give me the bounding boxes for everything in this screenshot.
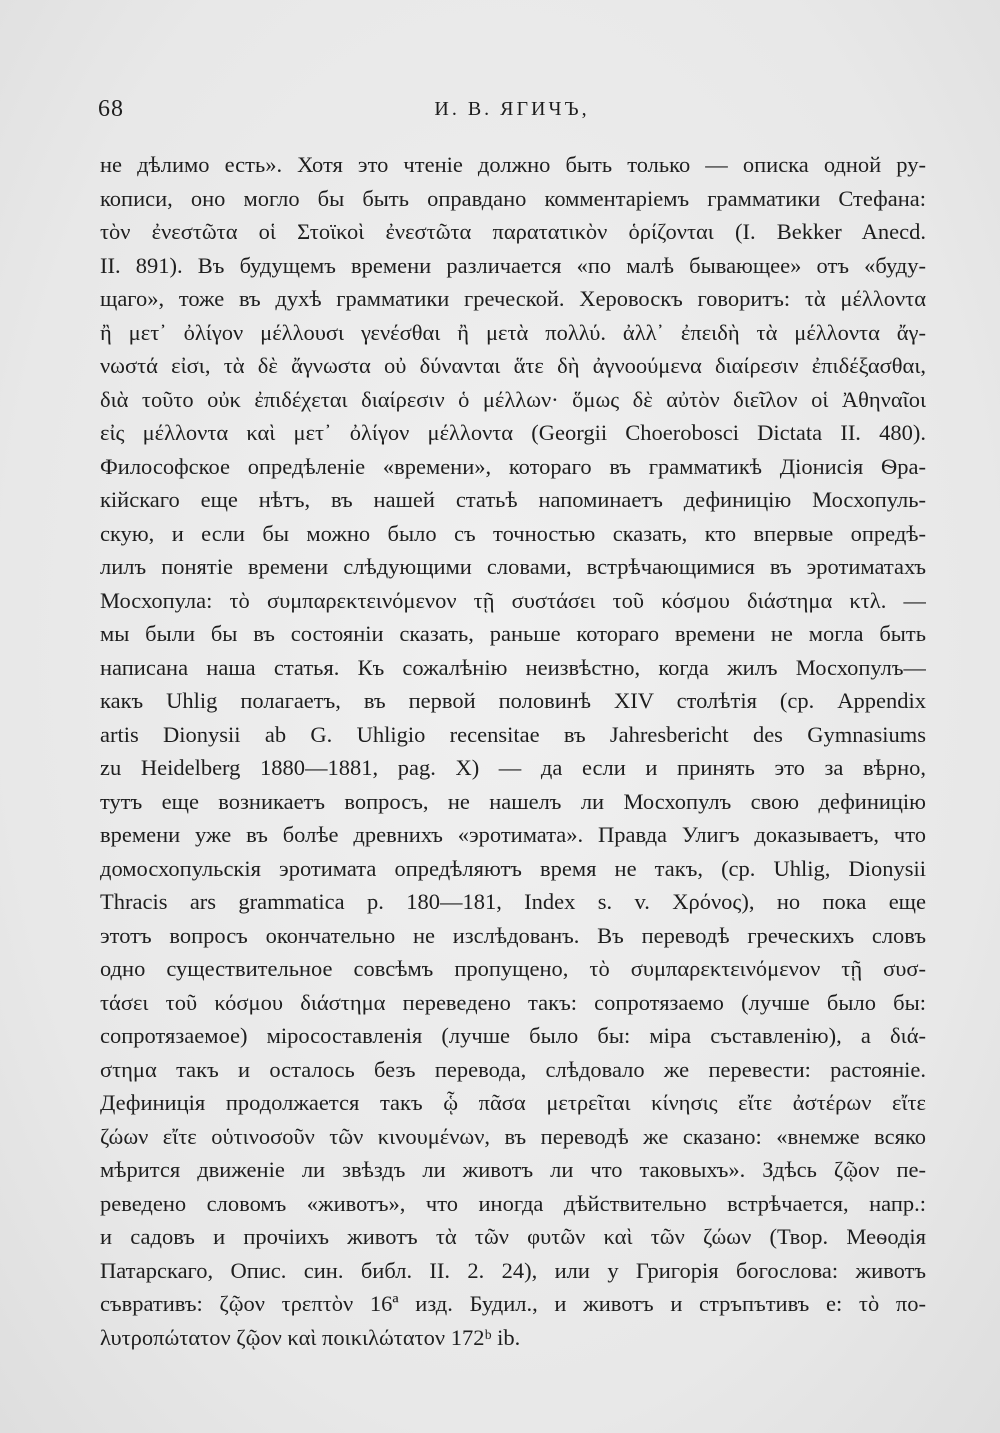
text-line: реведено словомъ «животъ», что иногда дѣйствительно встрѣчается, напр.:	[100, 1190, 926, 1216]
text-line: Мосхопула: τὸ συμπαρεκτεινόμενον τῇ συστάσει τοῦ κόσμου διάστημα κτλ. —	[100, 587, 926, 613]
text-line: τάσει τοῦ κόσμου διάστημα переведено такъ: сопротязаемо (лучше было бы:	[100, 989, 926, 1015]
text-line: мѣрится движеніе ли звѣздъ ли животъ ли что таковыхъ». Здѣсь ζῷον пе-	[100, 1157, 926, 1182]
page-number: 68	[98, 96, 124, 122]
text-line: νωστά εἰσι, τὰ δὲ ἄγνωστα οὐ δύνανται ἅτε δὴ ἀγνοούμενα διαίρεσιν ἐπιδέξασθαι,	[100, 353, 926, 378]
text-line: какъ Uhlig полагаетъ, въ первой половинѣ XIV столѣтія (ср. Appendix	[100, 688, 926, 713]
text-line: кійскаго еще нѣтъ, въ нашей статьѣ напоминаетъ дефиницію Мосхопуль-	[100, 487, 926, 512]
text-line: щаго», тоже въ духѣ грамматики греческой. Херовоскъ говоритъ: τὰ μέλλοντα	[100, 286, 926, 311]
text-line: artis Dionysii ab G. Uhligio recensitae въ Jahresbericht des Gymnasiums	[100, 721, 926, 747]
text-line: εἰς μέλλοντα καὶ μετ᾽ ὀλίγον μέλλοντα (Georgii Choerobosci Dictata II. 480).	[100, 420, 926, 445]
text-line: στημα такъ и осталось безъ перевода, слѣдовало же перевести: растояніе.	[100, 1056, 926, 1082]
text-line: и садовъ и прочіихъ животъ τὰ τῶν φυτῶν καὶ τῶν ζώων (Твор. Меѳодія	[100, 1224, 926, 1249]
text-line: Философское опредѣленіе «времени», котораго въ грамматикѣ Діонисія Ѳра-	[100, 453, 926, 479]
page-header	[98, 96, 926, 128]
text-line: τὸν ἐνεστῶτα οἱ Στοϊκοὶ ἐνεστῶτα παρατατικὸν ὁρίζονται (I. Bekker Anecd.	[100, 219, 926, 244]
text-line: не дѣлимо есть». Хотя это чтеніе должно быть только — описка одной ру-	[100, 152, 926, 177]
text-line: сопротязаемое) міросоставленія (лучше было бы: міра съставленію), а διά-	[100, 1023, 926, 1048]
text-line: скую, и если бы можно было съ точностью сказать, кто впервые опредѣ-	[100, 520, 926, 546]
text-line: написана наша статья. Къ сожалѣнію неизвѣстно, когда жилъ Мосхопулъ—	[100, 654, 926, 680]
text-line: одно существительное совсѣмъ пропущено, τὸ συμπαρεκτεινόμενον τῇ συσ-	[100, 956, 926, 981]
body-text	[100, 148, 926, 1354]
text-line: этотъ вопросъ окончательно не изслѣдованъ. Въ переводѣ греческихъ словъ	[100, 922, 926, 948]
text-line: Патарскаго, Опис. син. библ. II. 2. 24), или у Григорія богослова: животъ	[100, 1257, 926, 1283]
text-line: Дефиниція продолжается такъ ᾧ πᾶσα μετρεῖται κίνησις εἴτε ἀστέρων εἴτε	[100, 1090, 926, 1115]
text-line: ζώων εἴτε οὑτινοσοῦν τῶν κινουμένων, въ переводѣ же сказано: «внемже всяко	[100, 1123, 926, 1149]
text-line: домосхопульскія эротимата опредѣляютъ время не такъ, (ср. Uhlig, Dionysii	[100, 855, 926, 881]
text-line: тутъ еще возникаетъ вопросъ, не нашелъ ли Мосхопулъ свою дефиницію	[100, 788, 926, 814]
text-line: Thracis ars grammatica p. 180—181, Index s. v. Χρόνος), но пока еще	[100, 889, 926, 914]
text-line: zu Heidelberg 1880—1881, pag. X) — да если и принять это за вѣрно,	[100, 755, 926, 780]
text-line: II. 891). Въ будущемъ времени различается «по малѣ бывающее» отъ «буду-	[100, 252, 926, 278]
text-line: времени уже въ болѣе древнихъ «эротимата». Правда Улигъ доказываетъ, что	[100, 822, 926, 847]
text-line: ἢ μετ᾽ ὀλίγον μέλλουσι γενέσθαι ἢ μετὰ πολλύ. ἀλλ᾽ ἐπειδὴ τὰ μέλλοντα ἄγ-	[100, 319, 926, 345]
running-head: И. В. ЯГИЧЪ,	[434, 98, 590, 120]
text-line: съвративъ: ζῷον τρεπτὸν 16ª изд. Будил., и животъ и стръпътивъ е: τὸ πο-	[100, 1291, 926, 1316]
text-line: кописи, оно могло бы быть оправдано комментаріемъ грамматики Стефана:	[100, 185, 926, 211]
text-line: λυτροπώτατον ζῷον καὶ ποικιλώτατον 172ᵇ ib.	[100, 1324, 521, 1350]
text-line: διὰ τοῦτο οὐκ ἐπιδέχεται διαίρεσιν ὁ μέλλων· ὅμως δὲ αὐτὸν διεῖλον οἱ Ἀθηναῖοι	[100, 386, 926, 412]
text-line: мы были бы въ состояніи сказать, раньше котораго времени не могла быть	[100, 621, 926, 646]
text-line: лилъ понятіе времени слѣдующими словами, встрѣчающимися въ эротиматахъ	[100, 554, 926, 579]
